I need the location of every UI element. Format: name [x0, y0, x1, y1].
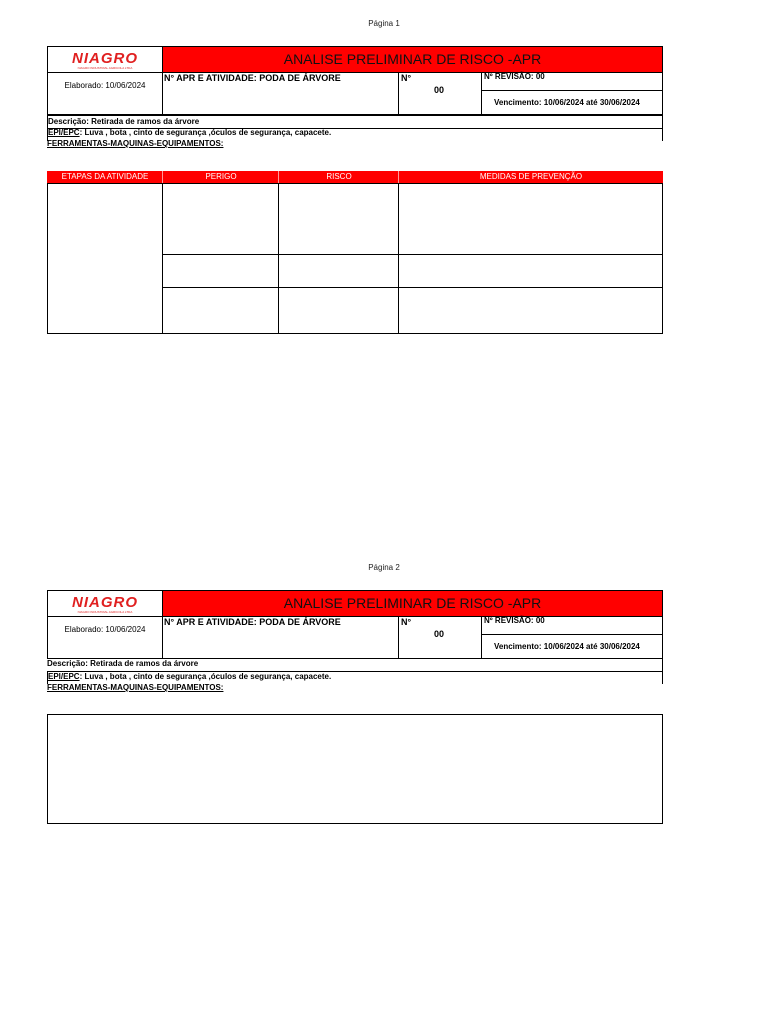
niagro-logo: NIAGRO: [72, 50, 138, 67]
document-title: ANALISE PRELIMINAR DE RISCO -APR: [162, 46, 663, 73]
logo-cell: [47, 590, 163, 617]
apr-activity: N° APR E ATIVIDADE: PODA DE ÁRVORE: [162, 616, 399, 659]
header-risco: RISCO: [326, 172, 352, 181]
tools-label: FERRAMENTAS-MAQUINAS-EQUIPAMENTOS:: [47, 683, 224, 692]
logo-subtitle: NIAGRO INDUSTRIAL AGRICOLA LTDA: [77, 66, 133, 70]
apr-number-cell: [398, 616, 482, 659]
expiration-date: Vencimento: 10/06/2024 até 30/06/2024: [481, 90, 663, 115]
column-divider: [162, 183, 163, 334]
revision-number: Nº REVISÃO: 00: [481, 72, 663, 91]
logo-cell: [47, 46, 163, 73]
header-etapas: ETAPAS DA ATIVIDADE: [61, 172, 149, 181]
document-title: ANALISE PRELIMINAR DE RISCO -APR: [162, 590, 663, 617]
expiration-date: Vencimento: 10/06/2024 até 30/06/2024: [481, 634, 663, 659]
description: Descrição: Retirada de ramos da árvore: [47, 115, 663, 129]
epi-text: : Luva , bota , cinto de segurança ,óculos de segurança, capacete.: [79, 128, 332, 137]
column-divider: [398, 183, 399, 334]
niagro-logo: NIAGRO: [72, 594, 138, 611]
epi-label: EPI/EPC: [48, 128, 80, 137]
header-medidas: MEDIDAS DE PREVENÇÃO: [479, 172, 583, 181]
epi-text: : Luva , bota , cinto de segurança ,óculos de segurança, capacete.: [79, 672, 332, 681]
elaborado-date: Elaborado: 10/06/2024: [47, 72, 163, 115]
apr-activity: N° APR E ATIVIDADE: PODA DE ÁRVORE: [162, 72, 399, 115]
revision-number: Nº REVISÃO: 00: [481, 616, 663, 635]
apr-number-cell: [398, 72, 482, 115]
apr-number-label: N°: [401, 73, 412, 83]
tools-label: FERRAMENTAS-MAQUINAS-EQUIPAMENTOS:: [47, 139, 224, 148]
column-divider: [278, 183, 279, 334]
apr-number-value: 00: [434, 629, 445, 639]
row-divider: [162, 254, 663, 255]
empty-content-box: [47, 714, 663, 824]
description: Descrição: Retirada de ramos da árvore: [47, 659, 663, 673]
page-number: Página 1: [368, 19, 400, 28]
header-perigo: PERIGO: [205, 172, 237, 181]
row-divider: [162, 287, 663, 288]
logo-subtitle: NIAGRO INDUSTRIAL AGRICOLA LTDA: [77, 610, 133, 614]
table-body: [47, 183, 663, 334]
page-number: Página 2: [368, 563, 400, 572]
apr-number-label: N°: [401, 617, 412, 627]
apr-number-value: 00: [434, 85, 445, 95]
epi-label: EPI/EPC: [48, 672, 80, 681]
elaborado-date: Elaborado: 10/06/2024: [47, 616, 163, 659]
